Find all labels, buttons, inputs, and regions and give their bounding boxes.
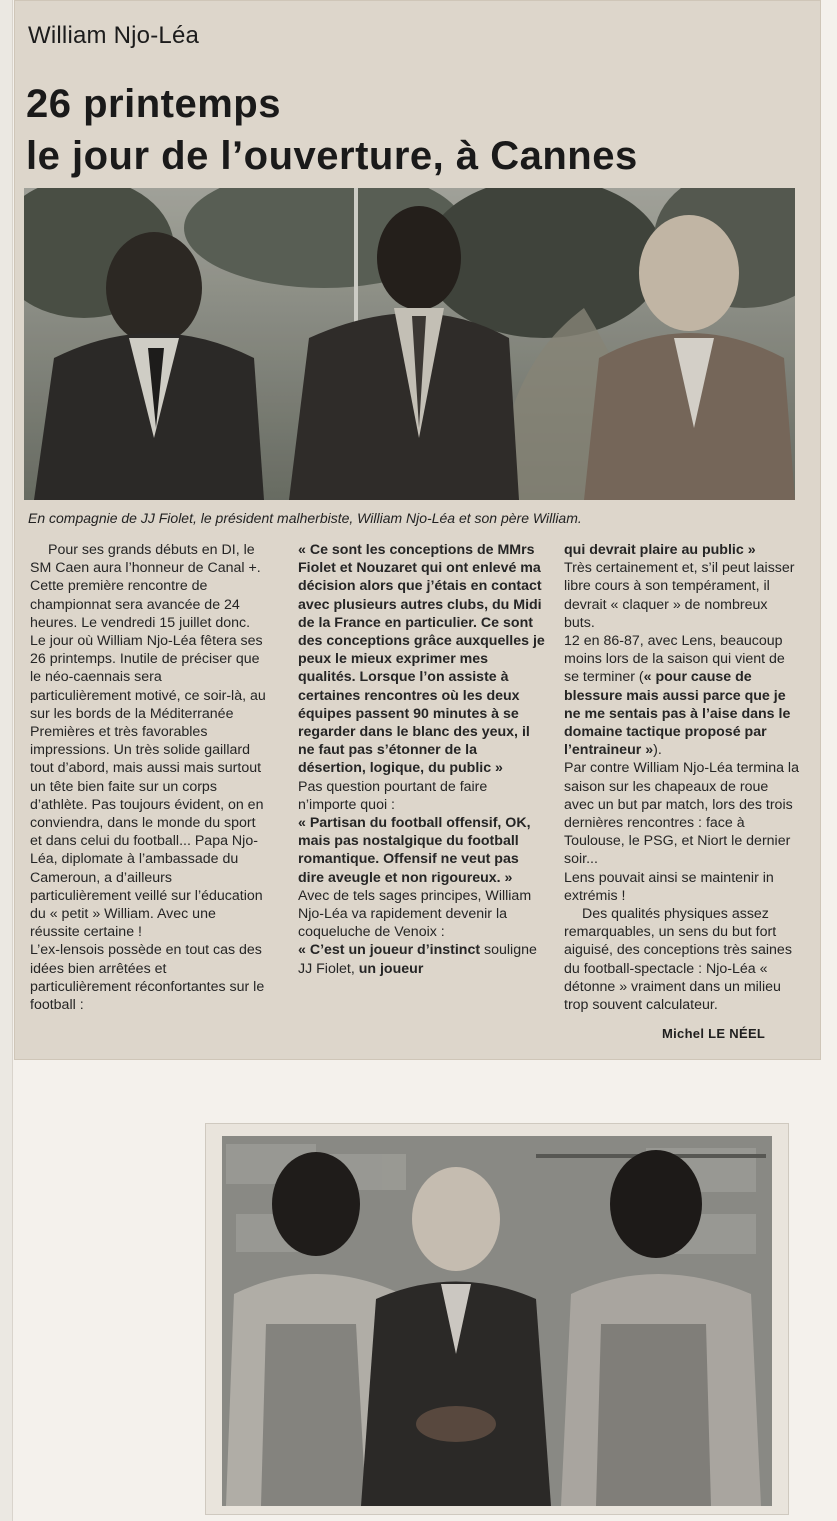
text: 12 en 86-87, avec Lens, beaucoup moins lors de la saison qui vient de se terminer ( xyxy=(564,633,785,686)
quote-part: « C’est un joueur d’instinct xyxy=(298,942,481,959)
paragraph: L’ex-lensois possède en tout cas des idées bien arrêtées et particulièrement réconfortantes sur le football : xyxy=(30,942,265,1014)
headline-line-1: 26 printemps xyxy=(26,82,281,126)
paragraph: Lens pouvait ainsi se maintenir in extrémis ! xyxy=(564,869,774,904)
quote: « pour cause de blessure mais aussi parce que je ne me sentais pas à l’aise dans le domaine tactique proposé par l’entraineur » xyxy=(564,669,791,759)
quote: « Partisan du football offensif, OK, mais pas nostalgique du football romantique. Offensif ne veut pas dire aveugle et non rigoureux. » xyxy=(298,815,531,886)
paragraph: Des qualités physiques assez remarquables, un sens du but fort aiguisé, des conceptions très saines du football-spectacle : Njo-Léa « détonne » vraiment dans un milieu trop souvent calculateur. xyxy=(564,906,792,1014)
photo-three-players xyxy=(206,1124,788,1514)
paragraph: Par contre William Njo-Léa termina la saison sur les chapeaux de roue avec un but par match, lors des trois dernières rencontres : face à Toulouse, le PSG, et Niort le dernier soir... xyxy=(564,760,799,868)
text: ). xyxy=(653,742,662,759)
paragraph xyxy=(564,632,802,759)
article-column-1 xyxy=(30,541,266,1014)
attribution: souligne JJ Fiolet, xyxy=(298,942,537,977)
paragraph: Premières et très favorables impressions. Un très solide gaillard tout d’abord, mais aussi mais surtout un tête bien faite sur un corps d’athlète. Pas toujours évident, on en conviendra, dans le monde du sport et dans celui du football... Papa Njo-Léa, diplomate à l’ambassade du Cameroun, a d’ailleurs particulièrement veillé sur l’éducation du « petit » William. Avec une réussite certaine ! xyxy=(30,724,264,941)
quote: qui devrait plaire au public » xyxy=(564,542,756,558)
photo-three-men xyxy=(24,188,795,500)
paragraph: Pour ses grands débuts en DI, le SM Caen aura l’honneur de Canal +. Cette première rencontre de championnat sera avancée de 24 heures. Le vendredi 15 juillet donc. Le jour où William Njo-Léa fêtera ses 26 printemps. Inutile de préciser que le néo-caennais sera particulièrement motivé, ce soir-là, au sur les bords de la Méditerranée xyxy=(30,542,266,722)
paragraph: Avec de tels sages principes, William Njo-Léa va rapidement devenir la coqueluche de Venoix : xyxy=(298,887,532,941)
quote xyxy=(298,941,546,977)
quote-part: un joueur xyxy=(358,960,424,977)
photo-caption: En compagnie de JJ Fiolet, le président malherbiste, William Njo-Léa et son père William. xyxy=(28,510,582,526)
article-column-3 xyxy=(564,541,802,1014)
article-photo xyxy=(24,188,795,500)
paragraph: Très certainement et, s’il peut laisser libre cours à son tempérament, il devrait « claquer » de nombreux buts. xyxy=(564,560,795,631)
byline: Michel LE NÉEL xyxy=(662,1026,766,1041)
quote: « Ce sont les conceptions de MMrs Fiolet et Nouzaret qui ont enlevé ma décision alors que j’étais en contact avec plusieurs autres clubs, du Midi de la France en particulier. Ce sont des conceptions grâce auxquelles je peux le mieux exprimer mes qualités. Lorsque l’on assiste à certaines rencontres où les deux équipes passent 90 minutes à se regarder dans le blanc des yeux, il ne faut pas s’étonner de la désertion, logique, du public » xyxy=(298,542,545,777)
paragraph: Pas question pourtant de faire n’importe quoi : xyxy=(298,778,488,813)
article-kicker: William Njo-Léa xyxy=(28,22,200,49)
scan-edge xyxy=(0,0,13,1521)
article-headline xyxy=(26,78,638,182)
headline-line-2: le jour de l’ouverture, à Cannes xyxy=(26,134,638,178)
second-photo-clipping xyxy=(206,1124,788,1514)
article-column-2 xyxy=(298,541,546,978)
newspaper-clipping xyxy=(14,0,821,1060)
